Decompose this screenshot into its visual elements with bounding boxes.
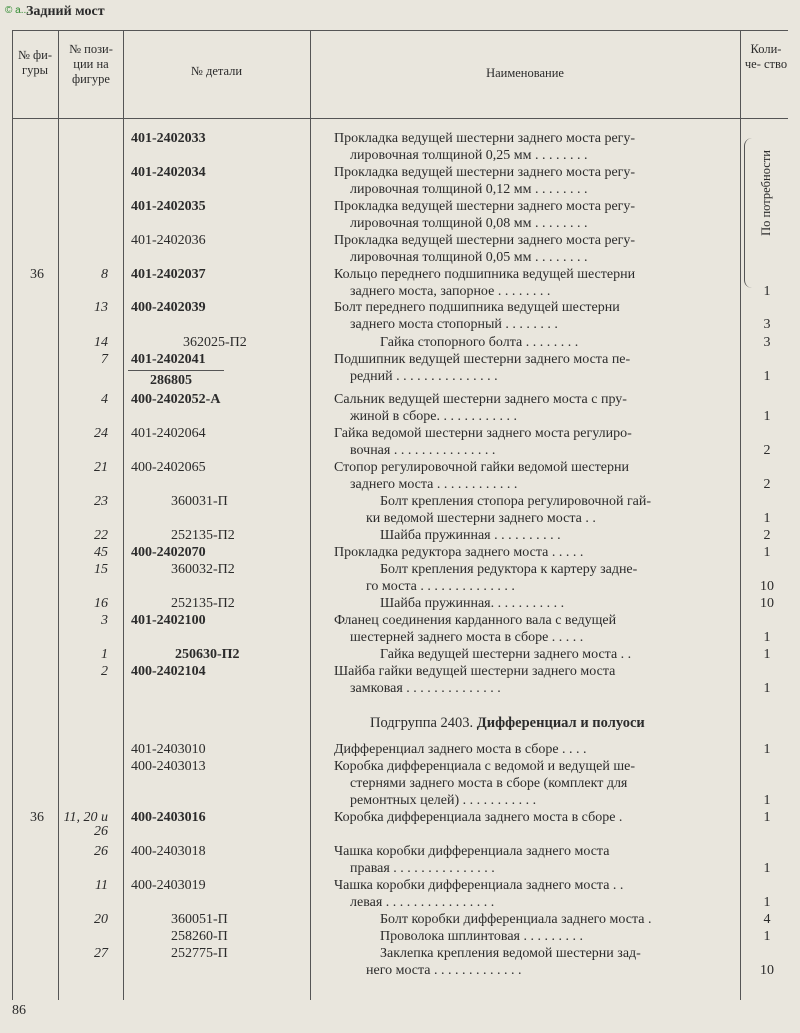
- row-name: Прокладка редуктора заднего моста . . . . .: [334, 545, 584, 560]
- row-name: Дифференциал заднего моста в сборе . . . .: [334, 742, 587, 757]
- row-name: Болт крепления стопора регулировочной гай-: [380, 494, 652, 509]
- row-name: Болт крепления редуктора к картеру задне-: [380, 562, 638, 577]
- row-name: Шайба пружинная. . . . . . . . . . .: [380, 596, 565, 611]
- row-name: Прокладка ведущей шестерни заднего моста регу-: [334, 199, 636, 214]
- row-name: лировочная толщиной 0,25 мм . . . . . . . .: [350, 148, 588, 163]
- row-pos: 21: [94, 460, 108, 475]
- col-divider: [123, 30, 124, 1000]
- row-name: ки ведомой шестерни заднего моста . .: [366, 511, 596, 526]
- row-name: него моста . . . . . . . . . . . . .: [366, 963, 522, 978]
- row-qty: 10: [760, 596, 774, 611]
- qty-vertical-note: По потребности: [759, 150, 773, 236]
- row-pos: 1: [101, 647, 108, 662]
- row-pos: 4: [101, 392, 108, 407]
- row-name: лировочная толщиной 0,12 мм . . . . . . . .: [350, 182, 588, 197]
- subgroup-title: Дифференциал и полуоси: [476, 715, 645, 731]
- row-name: Стопор регулировочной гайки ведомой шестерни: [334, 460, 629, 475]
- row-pos: 14: [94, 335, 108, 350]
- row-part-number: 401-2402035: [131, 199, 206, 214]
- header-pos: № пози- ции на фигуре: [69, 42, 113, 86]
- row-qty: 1: [763, 895, 771, 910]
- subgroup-prefix: Подгруппа 2403.: [370, 715, 474, 731]
- row-name: Чашка коробки дифференциала заднего моста . .: [334, 878, 624, 893]
- row-qty: 1: [763, 511, 771, 526]
- header-fig: № фи- гуры: [17, 48, 52, 77]
- row-qty: 1: [763, 647, 771, 662]
- row-pos: 24: [94, 426, 108, 441]
- row-part-number: 401-2402036: [131, 233, 206, 248]
- col-divider: [310, 30, 311, 1000]
- row-pos: 22: [94, 528, 108, 543]
- row-name: заднего моста . . . . . . . . . . . .: [350, 477, 518, 492]
- row-name: Заклепка крепления ведомой шестерни зад-: [380, 946, 641, 961]
- header-part: № детали: [190, 64, 243, 78]
- row-part-number: 258260-П: [171, 929, 228, 944]
- row-part-number: 401-2402041: [131, 352, 206, 367]
- row-name: Чашка коробки дифференциала заднего моста: [334, 844, 610, 859]
- row-pos: 27: [94, 946, 108, 961]
- row-name: Прокладка ведущей шестерни заднего моста регу-: [334, 131, 636, 146]
- row-qty: 1: [763, 793, 771, 808]
- row-qty: 2: [763, 477, 771, 492]
- row-name: жиной в сборе. . . . . . . . . . . .: [350, 409, 517, 424]
- row-name: Гайка стопорного болта . . . . . . . .: [380, 335, 579, 350]
- row-pos: 26: [94, 844, 108, 859]
- row-name: Коробка дифференциала заднего моста в сборе .: [334, 810, 623, 825]
- row-pos: 26: [94, 824, 108, 839]
- row-part-number: 252775-П: [171, 946, 228, 961]
- row-qty: 1: [763, 861, 771, 876]
- row-name: Кольцо переднего подшипника ведущей шестерни: [334, 267, 636, 282]
- header-qty: Коли- че- ство: [744, 42, 788, 71]
- row-part-number: 250630-П2: [175, 647, 240, 662]
- row-qty: 4: [763, 912, 771, 927]
- page-number: 86: [12, 1003, 26, 1018]
- row-name: лировочная толщиной 0,08 мм . . . . . . . .: [350, 216, 588, 231]
- row-pos: 11: [95, 878, 108, 893]
- row-name: Проволока шплинтовая . . . . . . . . .: [380, 929, 583, 944]
- row-name: стернями заднего моста в сборе (комплект для: [350, 776, 628, 791]
- row-name: левая . . . . . . . . . . . . . . . .: [350, 895, 495, 910]
- row-name: правая . . . . . . . . . . . . . . .: [350, 861, 495, 876]
- section-title: Задний мост: [26, 4, 105, 19]
- row-name: заднего моста стопорный . . . . . . . .: [350, 317, 558, 332]
- row-pos: 16: [94, 596, 108, 611]
- row-name: заднего моста, запорное . . . . . . . .: [350, 284, 551, 299]
- row-pos: 13: [94, 300, 108, 315]
- row-name: замковая . . . . . . . . . . . . . .: [350, 681, 501, 696]
- row-name: го моста . . . . . . . . . . . . . .: [366, 579, 515, 594]
- row-name: Коробка дифференциала с ведомой и ведущей ше-: [334, 759, 635, 774]
- row-qty: 1: [763, 681, 771, 696]
- watermark-logo: © a...: [5, 5, 30, 16]
- row-qty: 1: [763, 630, 771, 645]
- row-part-number: 360031-П: [171, 494, 228, 509]
- row-name: Шайба пружинная . . . . . . . . . .: [380, 528, 561, 543]
- row-part-number: 400-2402065: [131, 460, 206, 475]
- row-pos: 23: [94, 494, 108, 509]
- row-part-number: 401-2402037: [131, 267, 206, 282]
- row-part-number: 400-2403016: [131, 810, 206, 825]
- row-part-number: 286805: [150, 373, 192, 388]
- row-qty: 1: [763, 369, 771, 384]
- col-divider: [12, 30, 13, 1000]
- row-qty: 1: [763, 929, 771, 944]
- row-pos: 45: [94, 545, 108, 560]
- row-part-number: 400-2402039: [131, 300, 206, 315]
- row-pos: 2: [101, 664, 108, 679]
- row-qty: 2: [763, 443, 771, 458]
- row-pos: 7: [101, 352, 108, 367]
- row-qty: 10: [760, 579, 774, 594]
- row-qty: 3: [763, 335, 771, 350]
- row-part-number: 400-2403018: [131, 844, 206, 859]
- row-part-number: 400-2402052-А: [131, 392, 221, 407]
- row-name: Прокладка ведущей шестерни заднего моста регу-: [334, 233, 636, 248]
- row-part-number: 400-2403019: [131, 878, 206, 893]
- row-name: Болт переднего подшипника ведущей шестерни: [334, 300, 620, 315]
- row-pos: 20: [94, 912, 108, 927]
- row-name: редний . . . . . . . . . . . . . . .: [350, 369, 498, 384]
- row-qty: 10: [760, 963, 774, 978]
- row-name: лировочная толщиной 0,05 мм . . . . . . . .: [350, 250, 588, 265]
- row-name: вочная . . . . . . . . . . . . . . .: [350, 443, 496, 458]
- row-part-number: 362025-П2: [183, 335, 247, 350]
- row-part-number: 360051-П: [171, 912, 228, 927]
- row-name: ремонтных целей) . . . . . . . . . . .: [350, 793, 537, 808]
- row-part-number: 401-2402064: [131, 426, 206, 441]
- row-name: Подшипник ведущей шестерни заднего моста пе-: [334, 352, 631, 367]
- table-top-border: [12, 30, 788, 31]
- row-part-number: 252135-П2: [171, 528, 235, 543]
- row-qty: 1: [763, 284, 771, 299]
- row-part-number: 401-2403010: [131, 742, 206, 757]
- row-name: Сальник ведущей шестерни заднего моста с пру-: [334, 392, 627, 407]
- part-divider: [128, 370, 224, 371]
- row-name: шестерней заднего моста в сборе . . . . .: [350, 630, 584, 645]
- row-fig: 36: [30, 267, 44, 282]
- row-name: Гайка ведомой шестерни заднего моста регулиро-: [334, 426, 632, 441]
- header-name: Наименование: [486, 66, 564, 80]
- row-pos: 3: [101, 613, 108, 628]
- row-pos: 11, 20 и: [63, 810, 108, 825]
- row-qty: 1: [763, 409, 771, 424]
- row-qty: 3: [763, 317, 771, 332]
- row-part-number: 401-2402100: [131, 613, 206, 628]
- row-qty: 1: [763, 810, 771, 825]
- row-pos: 8: [101, 267, 108, 282]
- row-part-number: 360032-П2: [171, 562, 235, 577]
- row-qty: 2: [763, 528, 771, 543]
- row-name: Прокладка ведущей шестерни заднего моста регу-: [334, 165, 636, 180]
- row-part-number: 400-2403013: [131, 759, 206, 774]
- row-name: Гайка ведущей шестерни заднего моста . .: [380, 647, 632, 662]
- row-part-number: 400-2402104: [131, 664, 206, 679]
- row-name: Шайба гайки ведущей шестерни заднего моста: [334, 664, 616, 679]
- row-name: Фланец соединения карданного вала с ведущей: [334, 613, 617, 628]
- row-fig: 36: [30, 810, 44, 825]
- col-divider: [58, 30, 59, 1000]
- row-part-number: 252135-П2: [171, 596, 235, 611]
- row-part-number: 401-2402034: [131, 165, 206, 180]
- row-pos: 15: [94, 562, 108, 577]
- row-name: Болт коробки дифференциала заднего моста .: [380, 912, 652, 927]
- row-part-number: 400-2402070: [131, 545, 206, 560]
- table-header-border: [12, 118, 788, 119]
- row-part-number: 401-2402033: [131, 131, 206, 146]
- subgroup-heading: [370, 715, 645, 732]
- row-qty: 1: [763, 742, 771, 757]
- row-qty: 1: [763, 545, 771, 560]
